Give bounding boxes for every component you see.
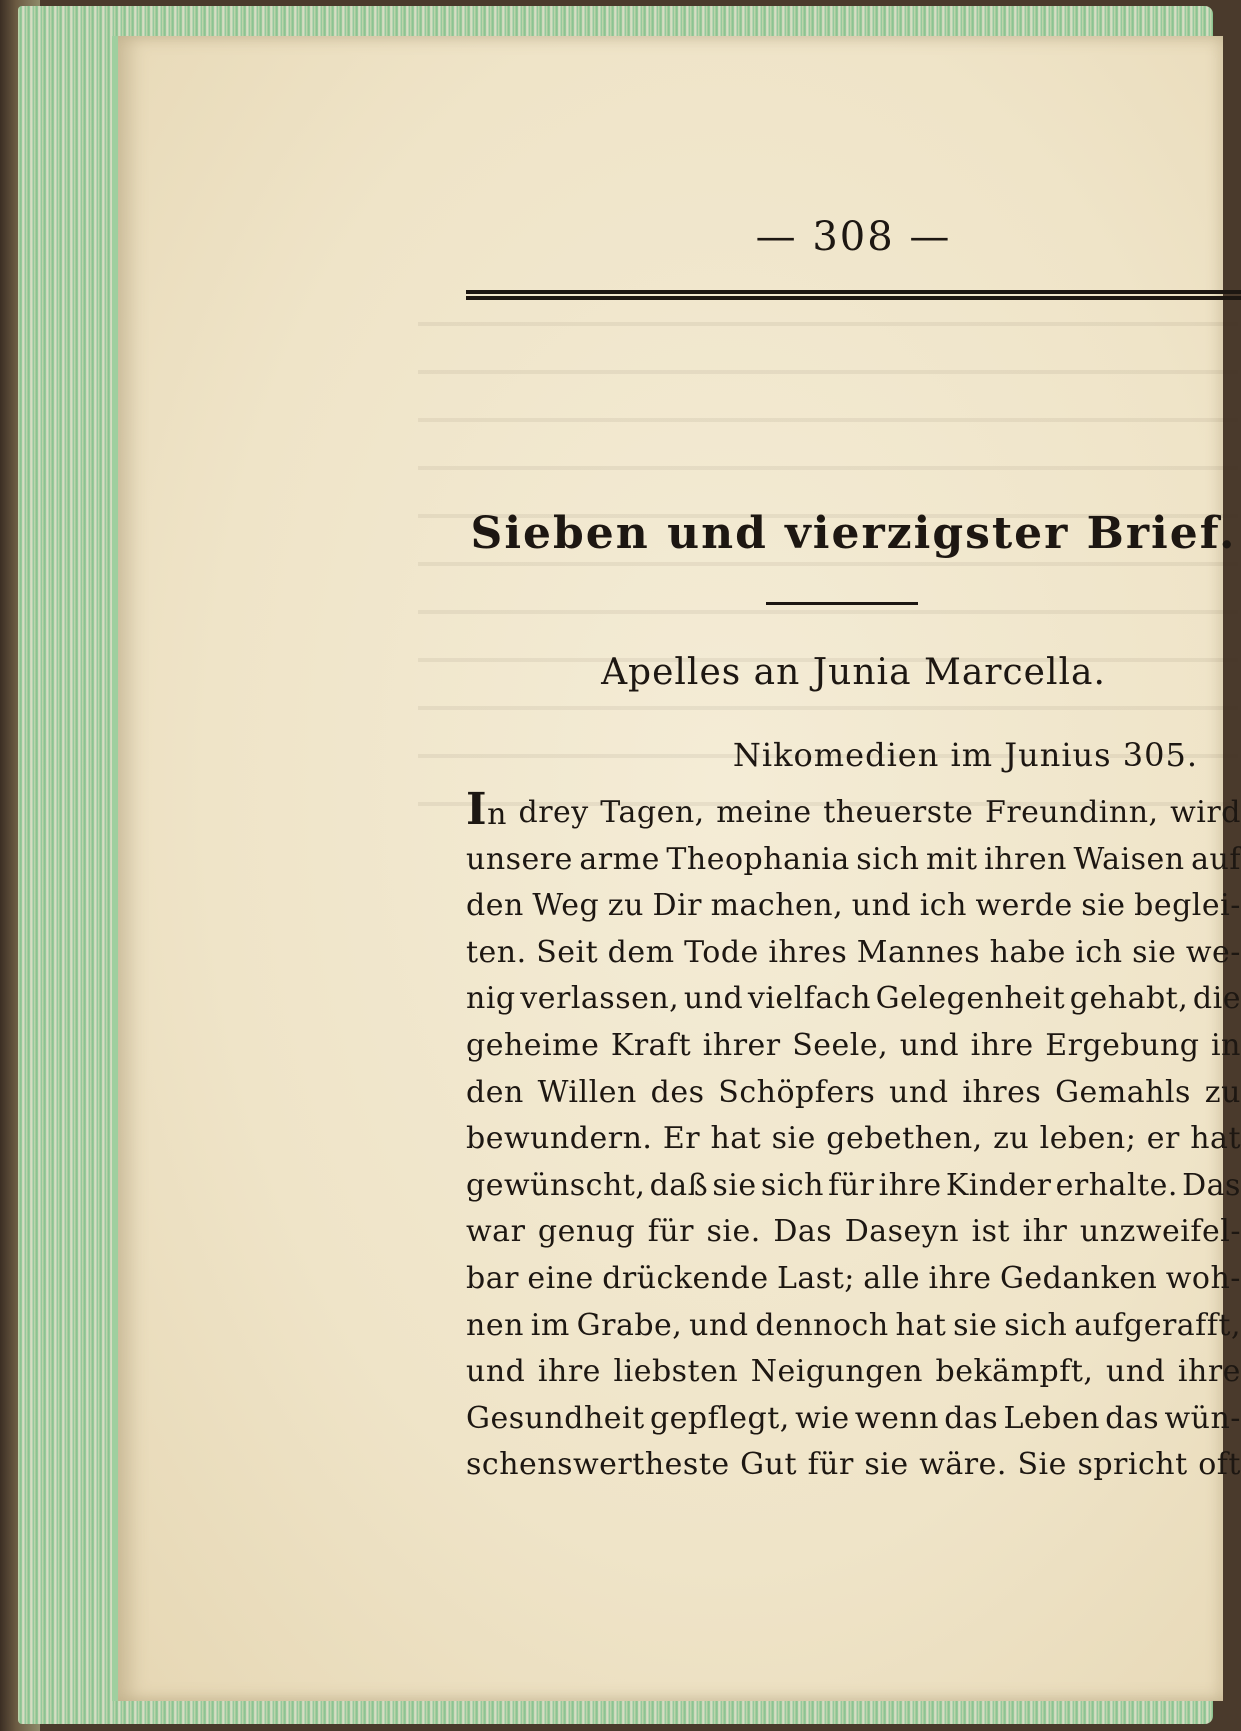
body-line: schenswertheste Gut für sie wäre. Sie spricht oft [466,1447,1241,1483]
letter-dateline: Nikomedien im Junius 305. [732,736,1198,774]
letter-addressee: Apelles an Junia Marcella. [601,652,1106,693]
body-line: nig verlassen, und vielfach Gelegenheit gehabt, die [466,981,1241,1017]
body-line: geheime Kraft ihrer Seele, und ihre Ergebung in [466,1027,1241,1063]
body-line: bewundern. Er hat sie gebethen, zu leben; er hat [466,1121,1241,1157]
body-line: Gesundheit gepflegt, wie wenn das Leben das wün- [466,1400,1241,1436]
body-line: gewünscht, daß sie sich für ihre Kinder erhalte. Das [466,1167,1241,1203]
book-page [112,36,1241,1701]
heading-short-rule [766,602,918,605]
letter-heading: Sieben und vierzigster Brief. [470,508,1237,559]
body-line: den Weg zu Dir machen, und ich werde sie beglei- [466,888,1241,924]
header-double-rule [466,290,1241,300]
letter-body [466,784,1241,1489]
body-line: unsere arme Theophania sich mit ihren Waisen auf [466,841,1241,877]
body-line: den Willen des Schöpfers und ihres Gemahls zu [466,1074,1241,1110]
body-line: nen im Grabe, und dennoch hat sie sich aufgerafft, [466,1307,1241,1343]
body-line: bar eine drückende Last; alle ihre Gedanken woh- [466,1260,1241,1296]
body-line: In drey Tagen, meine theuerste Freundinn, wird [466,784,1241,835]
body-line: und ihre liebsten Neigungen bekämpft, und ihre [466,1354,1241,1390]
page-number: — 308 — [755,214,952,260]
body-line: war genug für sie. Das Daseyn ist ihr unzweifel- [466,1214,1241,1250]
body-line: ten. Seit dem Tode ihres Mannes habe ich sie we- [466,934,1241,970]
